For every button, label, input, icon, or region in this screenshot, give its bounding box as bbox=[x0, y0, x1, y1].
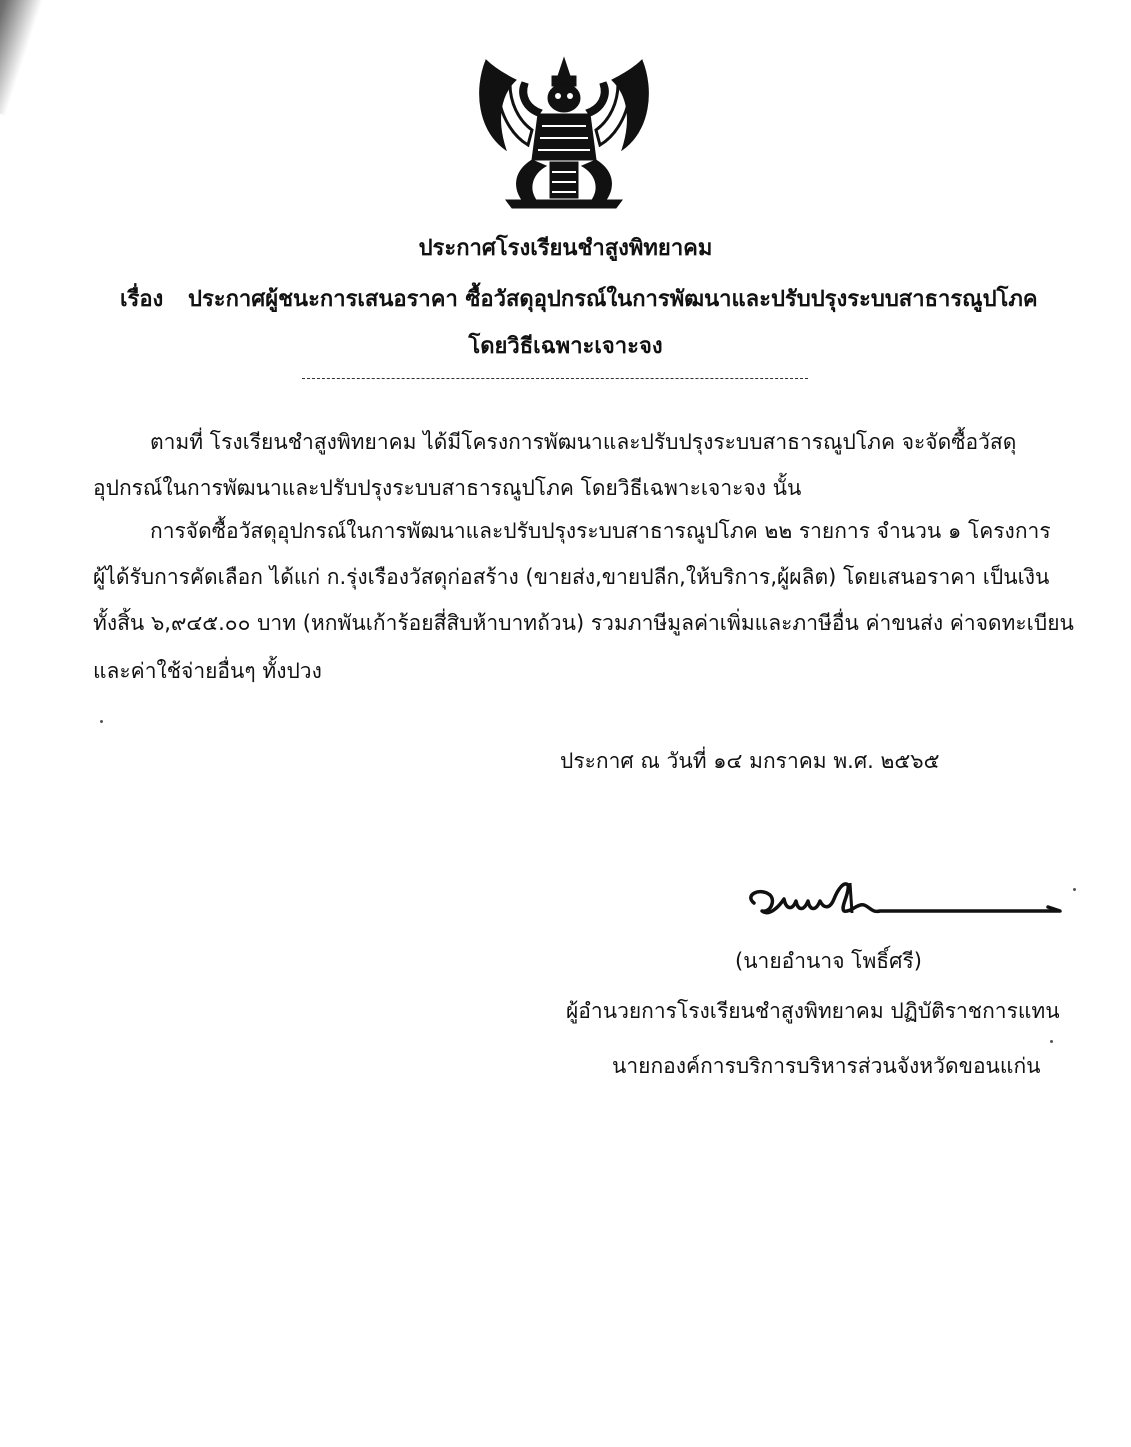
handwritten-signature bbox=[740, 873, 1070, 933]
signer-position-acting-for: นายกองค์การบริการบริหารส่วนจังหวัดขอนแก่น bbox=[612, 1054, 1041, 1078]
scan-speck bbox=[1073, 888, 1076, 891]
procurement-method: โดยวิธีเฉพาะเจาะจง bbox=[468, 334, 663, 359]
announcement-date: ประกาศ ณ วันที่ ๑๔ มกราคม พ.ศ. ๒๕๖๕ bbox=[560, 749, 940, 773]
subject-text: ประกาศผู้ชนะการเสนอราคา ซื้อวัสดุอุปกรณ์ในการพัฒนาและปรับปรุงระบบสาธารณูปโภค bbox=[188, 287, 1038, 312]
garuda-emblem-icon bbox=[466, 50, 662, 210]
signer-position: ผู้อำนวยการโรงเรียนชำสูงพิทยาคม ปฏิบัติราชการแทน bbox=[566, 999, 1060, 1023]
body-line: อุปกรณ์ในการพัฒนาและปรับปรุงระบบสาธารณูปโภค โดยวิธีเฉพาะเจาะจง นั้น bbox=[93, 476, 802, 500]
divider-line bbox=[302, 378, 808, 379]
body-line: ตามที่ โรงเรียนชำสูงพิทยาคม ได้มีโครงการพัฒนาและปรับปรุงระบบสาธารณูปโภค จะจัดซื้อวัสดุ bbox=[150, 430, 1017, 454]
subject-line bbox=[120, 281, 1038, 316]
scan-speck bbox=[1050, 1040, 1053, 1043]
body-line: ผู้ได้รับการคัดเลือก ได้แก่ ก.รุ่งเรืองวัสดุก่อสร้าง (ขายส่ง,ขายปลีก,ให้บริการ,ผู้ผลิต) โดยเสนอราคา เป็นเงิน bbox=[93, 565, 1050, 589]
subject-label: เรื่อง bbox=[120, 287, 164, 312]
scan-shadow bbox=[0, 0, 52, 116]
announcement-title: ประกาศโรงเรียนชำสูงพิทยาคม bbox=[418, 236, 713, 261]
body-line: และค่าใช้จ่ายอื่นๆ ทั้งปวง bbox=[93, 659, 322, 683]
body-line: การจัดซื้อวัสดุอุปกรณ์ในการพัฒนาและปรับปรุงระบบสาธารณูปโภค ๒๒ รายการ จำนวน ๑ โครงการ bbox=[150, 519, 1051, 543]
body-line: ทั้งสิ้น ๖,๙๔๕.๐๐ บาท (หกพันเก้าร้อยสี่สิบห้าบาทถ้วน) รวมภาษีมูลค่าเพิ่มและภาษีอื่น ค่าขนส่ง ค่าจดทะเบียน bbox=[93, 611, 1074, 635]
signer-name: (นายอำนาจ โพธิ์ศรี) bbox=[735, 949, 922, 973]
scan-speck bbox=[100, 720, 103, 723]
